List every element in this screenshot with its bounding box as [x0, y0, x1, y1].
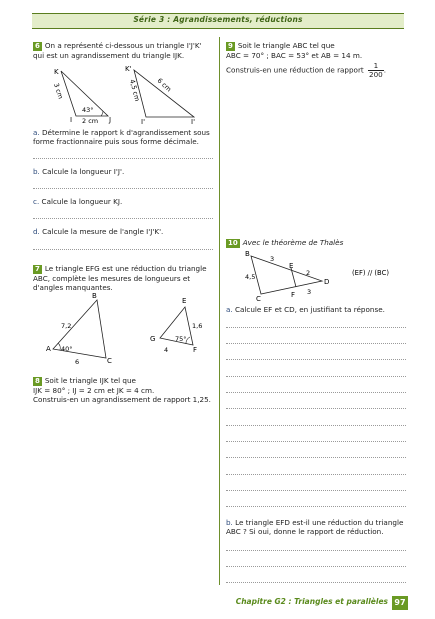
answer-line[interactable]: [226, 327, 406, 328]
question-a-label: a.: [33, 128, 40, 137]
answer-line[interactable]: [226, 566, 406, 567]
exercise-6-question-c: [33, 197, 213, 206]
page-number: 97: [392, 596, 408, 610]
parallel-statement: (EF) // (BC): [352, 269, 390, 277]
angle-a-value: 40°: [61, 345, 73, 353]
page-footer: [188, 596, 408, 610]
exercise-8-number: 8: [35, 377, 40, 385]
question-a-text: Détermine le rapport k d'agrandissement sous forme fractionnaire puis sous forme décimale.: [33, 128, 210, 147]
exercise-7-intro: [33, 264, 213, 292]
answer-line[interactable]: [226, 550, 406, 551]
label-e: E: [182, 297, 187, 305]
answer-line[interactable]: [226, 441, 406, 442]
label-b10: B: [245, 250, 250, 258]
answer-line[interactable]: [33, 158, 213, 159]
angle-arc-f: [186, 337, 190, 344]
exercise-6-question-d: [33, 227, 213, 236]
segment-ed-length: 2: [306, 269, 311, 277]
label-c: C: [107, 357, 112, 365]
question-10b-label: b.: [226, 518, 233, 527]
label-k: K: [54, 68, 59, 76]
answer-line[interactable]: [226, 506, 406, 507]
answer-line[interactable]: [226, 457, 406, 458]
exercise-10-title: Avec le théorème de Thalès: [242, 238, 344, 247]
segment-bc-length: 4,5: [245, 273, 256, 281]
label-jp: J': [191, 118, 195, 124]
side-ij-length: 2 cm: [82, 117, 99, 124]
question-c-label: c.: [33, 197, 40, 206]
label-i: I: [70, 116, 73, 124]
exercise-6-number: 6: [35, 42, 40, 50]
side-kpip-length: 4,5 cm: [128, 78, 142, 103]
angle-j-value: 43°: [82, 106, 94, 114]
exercise-10-number: 10: [228, 239, 238, 247]
column-divider: [219, 37, 220, 585]
exercise-7-figure: [33, 290, 213, 366]
question-10b-text: Le triangle EFD est-il une réduction du triangle ABC ? Si oui, donne le rapport de réduction.: [226, 518, 404, 537]
label-e10: E: [289, 262, 294, 270]
label-g: G: [150, 335, 156, 343]
answer-line[interactable]: [33, 249, 213, 250]
exercise-9: [226, 41, 406, 79]
side-ab-length: 7,2: [61, 322, 72, 330]
exercise-6-figure: [33, 62, 213, 124]
exercise-10-question-b: [226, 518, 406, 536]
label-j: J: [109, 116, 112, 124]
exercise-8-line2: IJK = 80° ; IJ = 2 cm et JK = 4 cm.: [33, 386, 155, 395]
label-a: A: [46, 345, 51, 353]
label-ip: I': [141, 118, 145, 124]
question-10a-label: a.: [226, 305, 233, 314]
label-c10: C: [256, 295, 261, 302]
label-f: F: [193, 346, 198, 354]
exercise-6-intro: [33, 41, 213, 60]
exercise-10-question-a: [226, 305, 406, 314]
fraction-end: .: [383, 65, 387, 75]
exercise-10-figure: [226, 248, 406, 302]
answer-line[interactable]: [33, 188, 213, 189]
side-ki-length: 3 cm: [52, 82, 65, 100]
triangle-ipjpkp: [134, 70, 194, 117]
exercise-6-text: On a représenté ci-dessous un triangle I'J'K' qui est un agrandissement du triangle IJK.: [33, 41, 202, 60]
answer-line[interactable]: [226, 376, 406, 377]
question-c-text: Calcule la longueur KJ.: [41, 197, 123, 206]
exercise-9-line3: Construis-en une réduction de rapport: [226, 65, 364, 75]
answer-line[interactable]: [226, 582, 406, 583]
exercise-6-question-b: [33, 167, 213, 176]
question-d-label: d.: [33, 227, 40, 236]
answer-line[interactable]: [226, 425, 406, 426]
label-kp: K': [125, 65, 132, 73]
exercise-7-text: Le triangle EFG est une réduction du triangle ABC, complète les mesures de longueurs et d'angles manquantes.: [33, 264, 207, 293]
angle-f-value: 75°: [175, 335, 187, 343]
question-b-label: b.: [33, 167, 40, 176]
triangle-bcd: [251, 256, 322, 294]
exercise-7-number: 7: [35, 265, 40, 273]
series-banner: [32, 13, 404, 29]
answer-line[interactable]: [226, 359, 406, 360]
fraction-numerator: 1: [368, 62, 384, 71]
ratio-fraction: [368, 61, 387, 80]
segment-be-length: 3: [270, 255, 275, 263]
angle-arc-a: [58, 343, 60, 350]
exercise-8-line1: Soit le triangle IJK tel que: [44, 376, 136, 385]
answer-line[interactable]: [33, 218, 213, 219]
exercise-9-line2: ABC = 70° ; BAC = 53° et AB = 14 m.: [226, 51, 363, 60]
answer-line[interactable]: [226, 408, 406, 409]
side-ef-length: 1,6: [192, 322, 203, 330]
side-kpjp-length: 6 cm: [155, 76, 173, 94]
label-b: B: [92, 292, 97, 300]
answer-line[interactable]: [226, 392, 406, 393]
side-gf-length: 4: [164, 346, 169, 354]
exercise-10-heading: [226, 238, 406, 248]
question-b-text: Calcule la longueur I'J'.: [42, 167, 125, 176]
series-title: Série 3 : Agrandissements, réductions: [133, 15, 303, 24]
exercise-8-line3: Construis-en un agrandissement de rapport 1,25.: [33, 395, 211, 405]
exercise-9-number: 9: [228, 42, 233, 50]
question-10a-text: Calcule EF et CD, en justifiant ta réponse.: [235, 305, 385, 314]
exercise-9-line1: Soit le triangle ABC tel que: [237, 41, 335, 50]
question-d-text: Calcule la mesure de l'angle I'J'K'.: [42, 227, 164, 236]
angle-arc-j: [101, 111, 103, 116]
exercise-6-question-a: [33, 128, 213, 146]
label-d10: D: [324, 278, 330, 286]
answer-line[interactable]: [226, 343, 406, 344]
chapter-title: Chapitre G2 : Triangles et parallèles: [235, 597, 388, 606]
answer-line[interactable]: [226, 474, 406, 475]
fraction-denominator: 200: [369, 70, 383, 80]
label-f10: F: [291, 291, 296, 299]
side-ac-length: 6: [75, 358, 80, 366]
answer-line[interactable]: [226, 490, 406, 491]
segment-fd-length: 3: [307, 288, 312, 296]
exercise-8: [33, 376, 213, 404]
